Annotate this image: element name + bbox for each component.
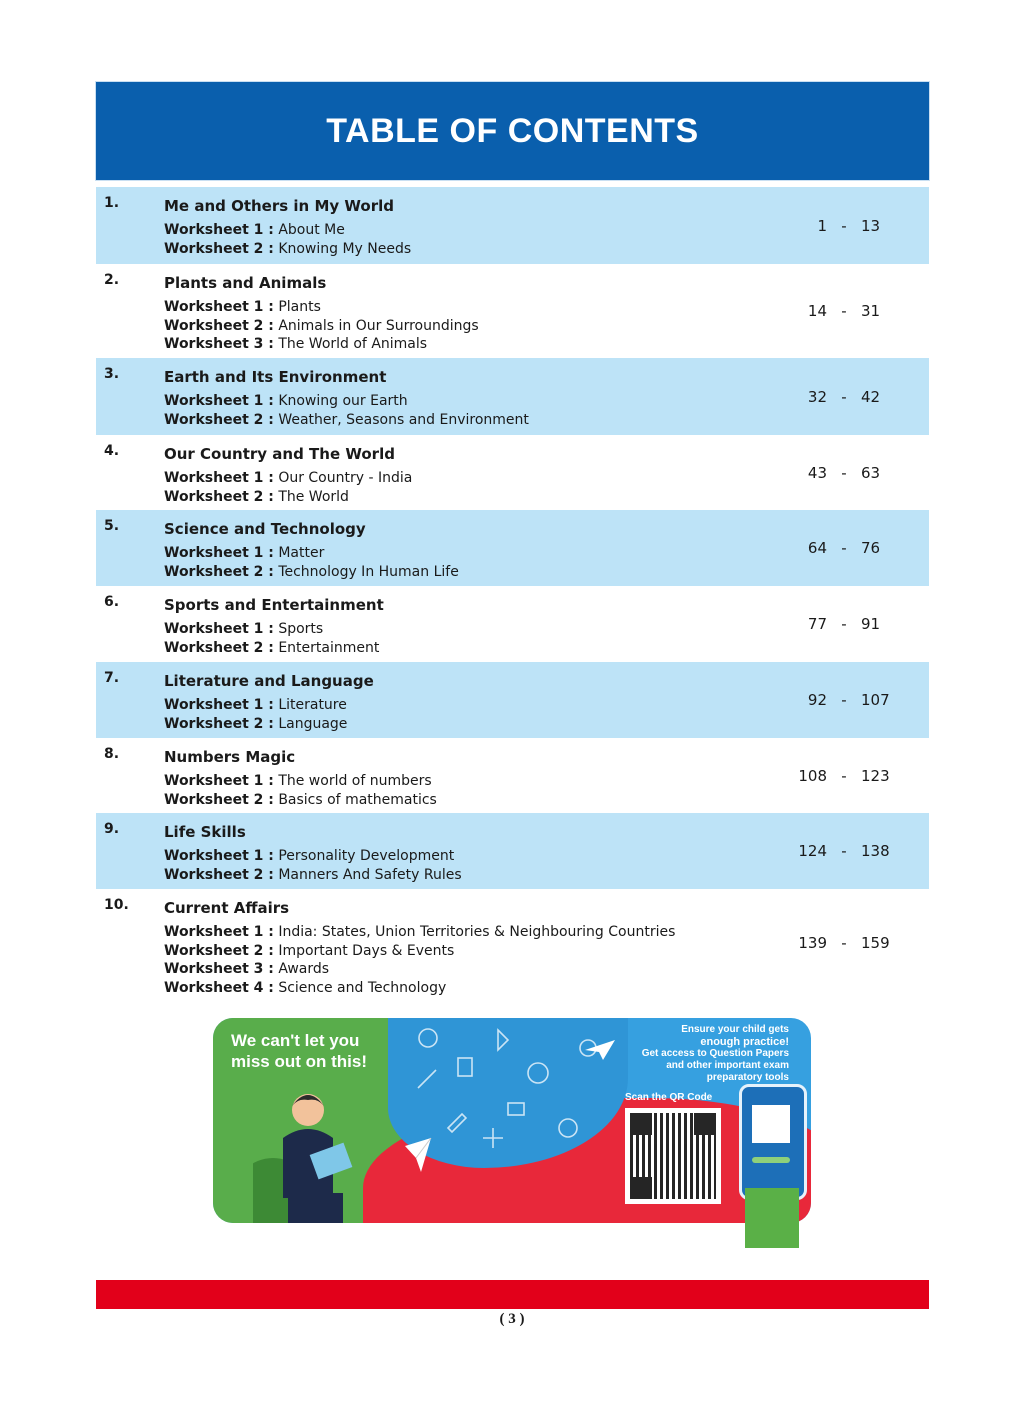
worksheet-entry: [164, 544, 459, 563]
banner-pitch-text: [619, 1024, 789, 1084]
page-dash: -: [841, 842, 847, 860]
scan-qr-label: Scan the QR Code: [625, 1092, 713, 1103]
worksheet-entry: [164, 392, 529, 411]
chapter-title: Life Skills: [164, 823, 246, 841]
worksheet-label: Worksheet 2 :: [164, 866, 274, 883]
chapter-content: [164, 197, 411, 258]
toc-row[interactable]: [96, 586, 929, 662]
page-range: [781, 889, 895, 996]
page-range: [781, 264, 895, 358]
page-dash: -: [841, 615, 847, 633]
pitch-line: and other important exam: [666, 1060, 789, 1071]
page-range: [781, 510, 895, 586]
toc-row[interactable]: [96, 510, 929, 586]
page-range: [781, 435, 895, 510]
toc-row[interactable]: [96, 813, 929, 889]
worksheet-label: Worksheet 4 :: [164, 980, 274, 997]
worksheet-entry: [164, 298, 479, 317]
worksheet-entry: [164, 563, 459, 582]
worksheet-title: Literature: [278, 697, 347, 713]
worksheet-entry: [164, 411, 529, 430]
worksheet-label: Worksheet 1 :: [164, 848, 274, 864]
worksheet-entry: [164, 923, 675, 942]
worksheet-title: Matter: [278, 545, 325, 561]
worksheet-title: Manners And Safety Rules: [278, 866, 462, 883]
worksheet-label: Worksheet 1 :: [164, 222, 274, 238]
worksheet-label: Worksheet 1 :: [164, 924, 274, 940]
worksheet-label: Worksheet 2 :: [164, 639, 274, 656]
title-banner: [96, 82, 929, 180]
worksheet-title: Science and Technology: [278, 980, 447, 997]
worksheet-label: Worksheet 3 :: [164, 961, 274, 978]
worksheet-title: Awards: [278, 961, 330, 978]
worksheet-entry: [164, 620, 384, 639]
page-range: [781, 662, 895, 738]
page-range: [781, 586, 895, 662]
page-start: 14: [807, 302, 827, 320]
page-start: 108: [798, 766, 827, 785]
worksheet-entry: [164, 791, 437, 810]
worksheet-entry: [164, 317, 479, 336]
page-dash: -: [841, 691, 847, 709]
chapter-number: 9.: [104, 821, 120, 837]
chapter-content: [164, 445, 412, 506]
worksheet-label: Worksheet 2 :: [164, 942, 274, 959]
page-end: 159: [861, 933, 890, 952]
page-number: ( 3 ): [499, 1311, 525, 1327]
chapter-title: Me and Others in My World: [164, 197, 394, 215]
phone-progress-icon: [752, 1157, 790, 1163]
worksheet-title: The World of Animals: [278, 336, 428, 353]
chapter-content: [164, 899, 675, 998]
page-start: 1: [817, 216, 827, 235]
chapter-title: Current Affairs: [164, 899, 290, 917]
worksheet-entry: [164, 866, 462, 885]
footer-bar: [96, 1280, 929, 1309]
pitch-line: Get access to Question Papers: [641, 1048, 789, 1059]
worksheet-entry: [164, 772, 437, 791]
worksheet-entry: [164, 979, 675, 998]
worksheet-title: Sports: [278, 621, 324, 637]
page-start: 92: [807, 691, 827, 709]
chapter-number: 2.: [104, 272, 120, 288]
worksheet-entry: [164, 942, 675, 961]
qr-code[interactable]: [625, 1108, 721, 1204]
chapter-number: 6.: [104, 594, 120, 610]
worksheet-title: Our Country - India: [278, 470, 413, 486]
page-range: [781, 358, 895, 435]
worksheet-entry: [164, 847, 462, 866]
page-end: 138: [861, 842, 890, 860]
chapter-title: Literature and Language: [164, 672, 374, 690]
worksheet-entry: [164, 715, 374, 734]
chapter-number: 3.: [104, 366, 120, 382]
worksheet-title: Technology In Human Life: [278, 563, 459, 580]
table-of-contents: [96, 187, 929, 996]
worksheet-title: The World: [278, 488, 349, 505]
worksheet-title: About Me: [278, 222, 345, 238]
page-start: 124: [798, 842, 827, 860]
toc-row[interactable]: [96, 435, 929, 510]
worksheet-title: Knowing My Needs: [278, 240, 412, 257]
reading-child-illustration: [253, 1078, 363, 1223]
worksheet-title: Basics of mathematics: [278, 791, 437, 808]
page-end: 91: [861, 615, 881, 633]
worksheet-title: Important Days & Events: [278, 942, 455, 959]
page-range: [781, 187, 895, 264]
page-range: [781, 813, 895, 889]
worksheet-entry: [164, 469, 412, 488]
page-dash: -: [841, 216, 847, 235]
chapter-number: 4.: [104, 443, 120, 459]
chapter-content: [164, 823, 462, 884]
worksheet-entry: [164, 639, 384, 658]
worksheet-label: Worksheet 3 :: [164, 336, 274, 353]
page-end: 76: [861, 539, 881, 557]
chapter-number: 10.: [104, 897, 129, 913]
worksheet-title: The world of numbers: [278, 773, 432, 789]
paper-plane-icon: [583, 1038, 617, 1062]
page-start: 139: [798, 933, 827, 952]
pitch-line: preparatory tools: [706, 1072, 789, 1083]
chapter-title: Our Country and The World: [164, 445, 395, 463]
toc-row[interactable]: [96, 738, 929, 813]
hand-sleeve-illustration: [745, 1188, 799, 1248]
worksheet-label: Worksheet 1 :: [164, 299, 274, 315]
chapter-number: 7.: [104, 670, 120, 686]
promo-banner[interactable]: [213, 1018, 811, 1223]
toc-row[interactable]: [96, 889, 929, 996]
page-end: 123: [861, 766, 890, 785]
page-start: 32: [807, 387, 827, 406]
worksheet-label: Worksheet 2 :: [164, 715, 274, 732]
chapter-number: 1.: [104, 195, 120, 211]
worksheet-title: Personality Development: [278, 848, 455, 864]
worksheet-label: Worksheet 2 :: [164, 488, 274, 505]
banner-headline-line: miss out on this!: [231, 1052, 367, 1071]
toc-row[interactable]: [96, 264, 929, 358]
worksheet-label: Worksheet 1 :: [164, 393, 274, 409]
page-dash: -: [841, 766, 847, 785]
worksheet-label: Worksheet 1 :: [164, 470, 274, 486]
chapter-content: [164, 274, 479, 354]
worksheet-entry: [164, 488, 412, 507]
chapter-content: [164, 368, 529, 429]
worksheet-entry: [164, 696, 374, 715]
phone-qr-icon: [752, 1105, 790, 1143]
worksheet-label: Worksheet 2 :: [164, 563, 274, 580]
worksheet-label: Worksheet 1 :: [164, 621, 274, 637]
worksheet-label: Worksheet 2 :: [164, 411, 274, 428]
page-dash: -: [841, 539, 847, 557]
paper-plane-icon: [403, 1136, 433, 1176]
worksheet-label: Worksheet 1 :: [164, 697, 274, 713]
chapter-title: Numbers Magic: [164, 748, 296, 766]
banner-headline: [231, 1030, 396, 1072]
page-title: TABLE OF CONTENTS: [326, 111, 699, 150]
chapter-number: 5.: [104, 518, 120, 534]
toc-row[interactable]: [96, 358, 929, 435]
worksheet-label: Worksheet 1 :: [164, 545, 274, 561]
page-dash: -: [841, 933, 847, 952]
page-end: 42: [861, 387, 881, 406]
chapter-title: Science and Technology: [164, 520, 366, 538]
page-end: 13: [861, 216, 881, 235]
page-start: 77: [807, 615, 827, 633]
page-range: [781, 738, 895, 813]
worksheet-label: Worksheet 1 :: [164, 773, 274, 789]
chapter-title: Earth and Its Environment: [164, 368, 387, 386]
chapter-content: [164, 520, 459, 581]
worksheet-title: Entertainment: [278, 639, 380, 656]
page-start: 64: [807, 539, 827, 557]
pitch-line: Ensure your child gets: [681, 1024, 789, 1035]
page-end: 107: [861, 691, 890, 709]
chapter-content: [164, 672, 374, 733]
chapter-title: Sports and Entertainment: [164, 596, 384, 614]
worksheet-title: India: States, Union Territories & Neighbouring Countries: [278, 924, 676, 940]
pitch-line: enough practice!: [700, 1036, 789, 1048]
toc-row[interactable]: [96, 662, 929, 738]
page-end: 31: [861, 302, 881, 320]
worksheet-entry: [164, 221, 411, 240]
worksheet-title: Weather, Seasons and Environment: [278, 411, 529, 428]
worksheet-label: Worksheet 2 :: [164, 791, 274, 808]
banner-headline-line: We can't let you: [231, 1031, 360, 1050]
chapter-number: 8.: [104, 746, 120, 762]
page-start: 43: [807, 463, 827, 482]
worksheet-entry: [164, 240, 411, 259]
chapter-title: Plants and Animals: [164, 274, 327, 292]
page-dash: -: [841, 387, 847, 406]
worksheet-entry: [164, 335, 479, 354]
chapter-content: [164, 748, 437, 809]
worksheet-entry: [164, 960, 675, 979]
toc-row[interactable]: [96, 187, 929, 264]
worksheet-label: Worksheet 2 :: [164, 317, 274, 334]
worksheet-label: Worksheet 2 :: [164, 240, 274, 257]
page-dash: -: [841, 302, 847, 320]
worksheet-title: Animals in Our Surroundings: [278, 317, 479, 334]
chapter-content: [164, 596, 384, 657]
worksheet-title: Plants: [278, 299, 321, 315]
page-dash: -: [841, 463, 847, 482]
page-end: 63: [861, 463, 881, 482]
phone-illustration: [739, 1084, 807, 1200]
worksheet-title: Language: [278, 715, 348, 732]
worksheet-title: Knowing our Earth: [278, 393, 408, 409]
